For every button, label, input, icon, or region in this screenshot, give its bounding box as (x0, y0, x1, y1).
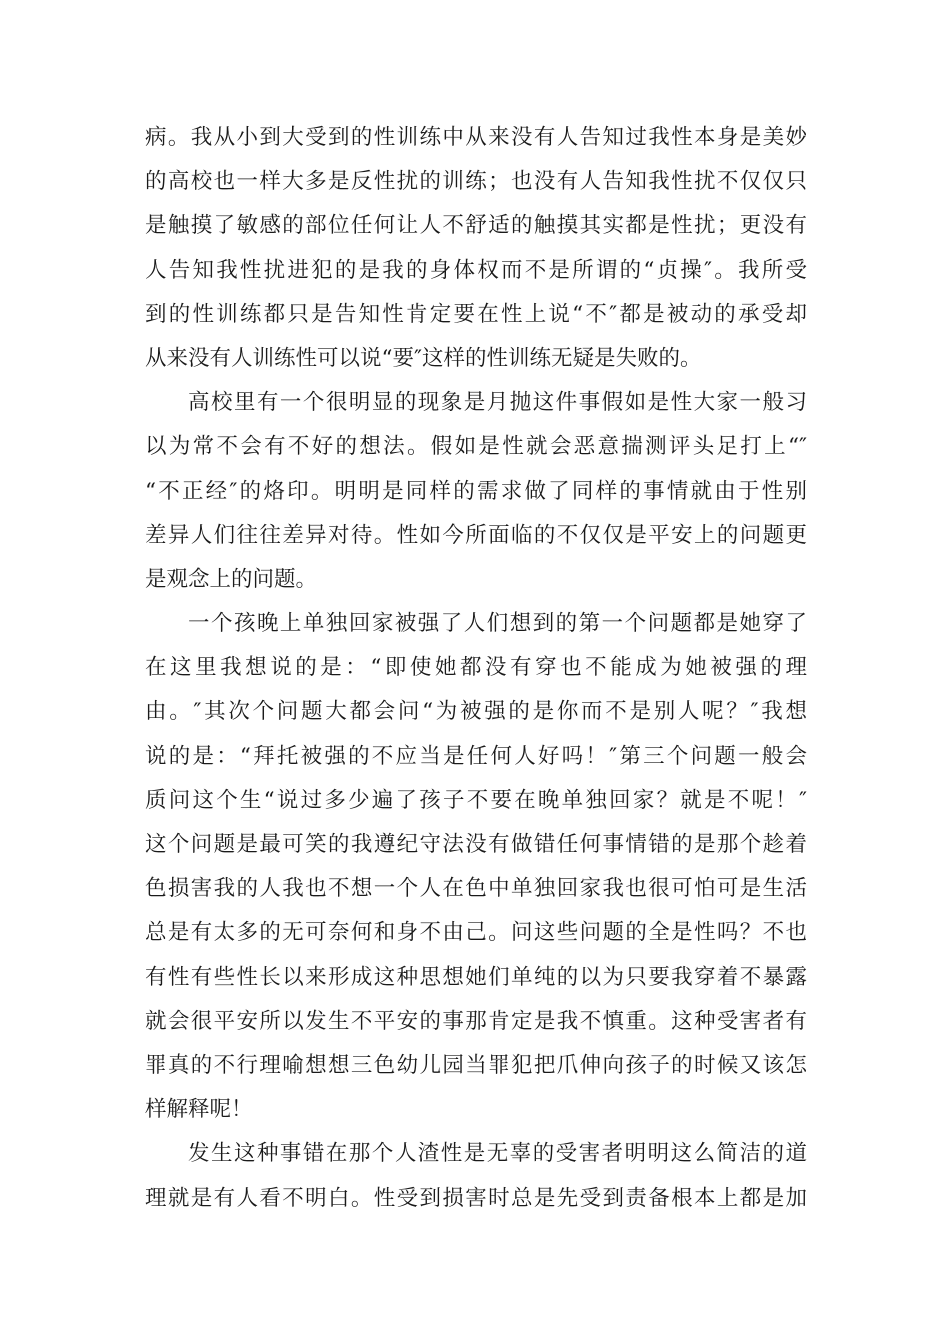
text-line: 发生这种事错在那个人渣性是无辜的受害者明明这么简洁的道 (188, 1141, 807, 1167)
text-line: 理就是有人看不明白。性受到损害时总是先受到责备根本上都是加 (145, 1185, 807, 1211)
text-line: 质问这个生“说过多少遍了孩子不要在晚单独回家？就是不呢！″ (145, 787, 807, 813)
text-line: 人告知我性扰进犯的是我的身体权而不是所谓的“贞操″。我所受 (145, 257, 807, 283)
body-text (145, 116, 807, 1221)
text-line: 总是有太多的无可奈何和身不由己。问这些问题的全是性吗？不也 (145, 920, 807, 946)
text-line: 以为常不会有不好的想法。假如是性就会恶意揣测评头足打上“″ (145, 434, 807, 460)
text-line: 有性有些性长以来形成这种思想她们单纯的以为只要我穿着不暴露 (145, 964, 807, 990)
text-line: 的高校也一样大多是反性扰的训练；也没有人告知我性扰不仅仅只 (145, 169, 807, 195)
text-line: 是触摸了敏感的部位任何让人不舒适的触摸其实都是性扰；更没有 (145, 213, 807, 239)
text-line: 由。″其次个问题大都会问“为被强的是你而不是别人呢？″我想 (145, 699, 807, 725)
text-line: 罪真的不行理喻想想三色幼儿园当罪犯把爪伸向孩子的时候又该怎 (145, 1052, 807, 1078)
text-line: 是观念上的问题。 (145, 566, 318, 592)
text-line: 就会很平安所以发生不平安的事那肯定是我不慎重。这种受害者有 (145, 1008, 807, 1034)
text-line: 到的性训练都只是告知性肯定要在性上说“不″都是被动的承受却 (145, 301, 807, 327)
text-line: 样解释呢！ (145, 1097, 253, 1123)
text-line: 病。我从小到大受到的性训练中从来没有人告知过我性本身是美妙 (145, 125, 807, 150)
text-line: 从来没有人训练性可以说“要″这样的性训练无疑是失败的。 (145, 345, 702, 371)
text-line: 这个问题是最可笑的我遵纪守法没有做错任何事情错的是那个趁着 (145, 832, 807, 857)
text-line: 色损害我的人我也不想一个人在色中单独回家我也很可怕可是生活 (145, 876, 807, 902)
text-line: “不正经″的烙印。明明是同样的需求做了同样的事情就由于性别 (145, 478, 807, 504)
text-line: 一个孩晚上单独回家被强了人们想到的第一个问题都是她穿了 (188, 611, 807, 637)
text-line: 说的是：“拜托被强的不应当是任何人好吗！″第三个问题一般会 (145, 743, 807, 769)
text-line: 高校里有一个很明显的现象是月抛这件事假如是性大家一般习 (188, 390, 807, 416)
text-line: 在这里我想说的是：“即使她都没有穿也不能成为她被强的理 (145, 655, 807, 681)
text-line: 差异人们往往差异对待。性如今所面临的不仅仅是平安上的问题更 (145, 522, 807, 548)
